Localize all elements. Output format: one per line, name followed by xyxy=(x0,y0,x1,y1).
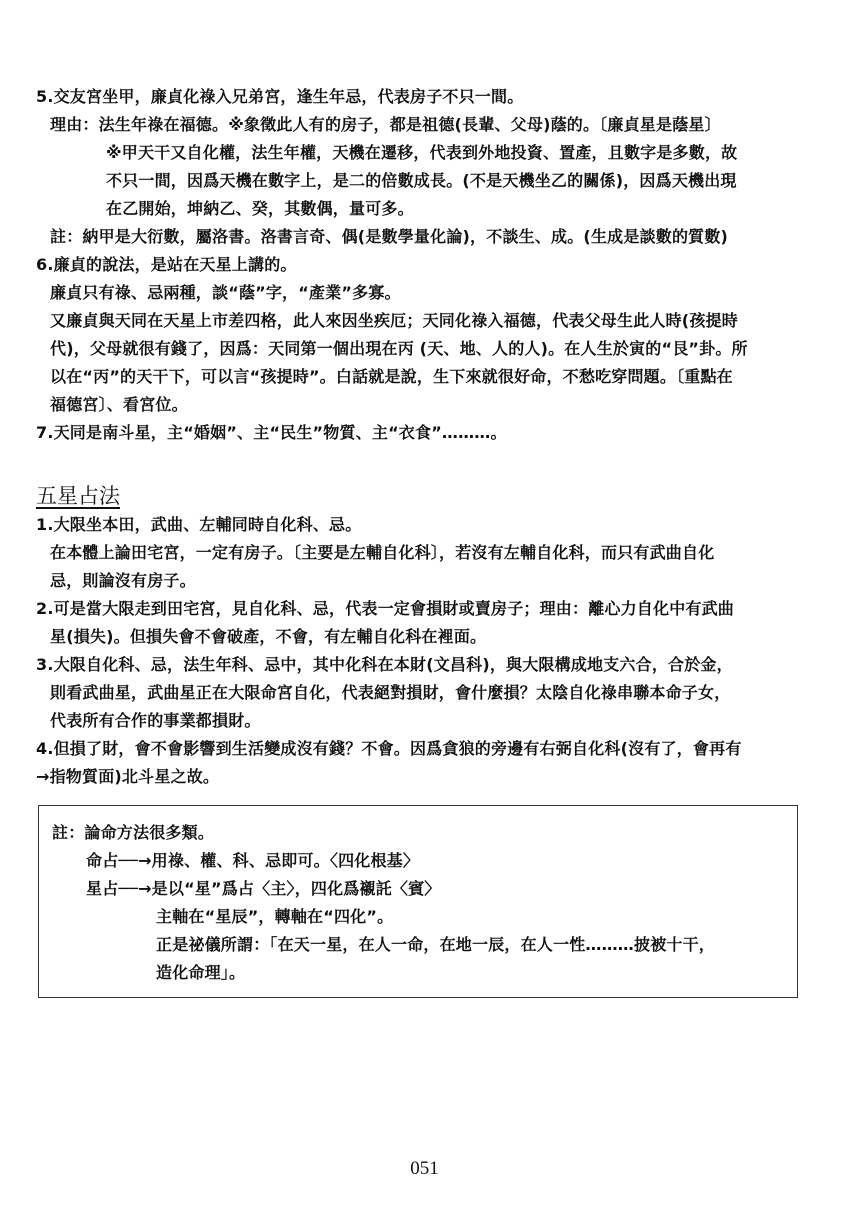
note-box-quote-1: 正是祕儀所謂：「在天一星，在人一命，在地一辰，在人一性………披被十干， xyxy=(156,935,716,954)
page-number: 051 xyxy=(410,1158,439,1179)
five-star-item-4-detail: →指物質面)北斗星之故。 xyxy=(36,767,220,786)
reason-continuation-2: 不只一間，因爲天機在數字上，是二的倍數成長。(不是天機坐乙的關係)，因爲天機出現 xyxy=(106,171,737,190)
note-najia-text: 註：納甲是大衍數，屬洛書。洛書言奇、偶(是數學量化論)，不談生、成。(生成是談數的質數) xyxy=(50,227,729,246)
item-6-detail-1: 廉貞只有祿、忌兩種，談“蔭”字，“產業”多寡。 xyxy=(50,283,401,302)
five-star-item-1-detail-2: 忌，則論沒有房子。 xyxy=(50,571,196,590)
reason-continuation-1: ※甲天干又自化權，法生年權，天機在遷移，代表到外地投資、置產，且數字是多數，故 xyxy=(106,143,738,162)
item-6-detail-4: 以在“丙”的天干下，可以言“孩提時”。白話就是說，生下來就很好命，不愁吃穿問題。〔重點在 xyxy=(50,367,733,386)
five-star-item-4: 4.但損了財，會不會影響到生活變成沒有錢？不會。因爲貪狼的旁邊有右弼自化科(沒有了，會再有 xyxy=(36,739,742,758)
five-star-item-2-detail: 星(損失)。但損失會不會破產，不會，有左輔自化科在裡面。 xyxy=(50,627,487,646)
five-star-item-3-detail-1: 則看武曲星，武曲星正在大限命宮自化，代表絕對損財，會什麼損？太陰自化祿串聯本命子女， xyxy=(50,683,731,702)
item-6-detail-2: 又廉貞與天同在天星上市差四格，此人來因坐疾厄；天同化祿入福德，代表父母生此人時(孩提時 xyxy=(50,311,738,330)
note-box-title: 註：論命方法很多類。 xyxy=(52,823,215,842)
item-7-text: 7.天同是南斗星，主“婚姻”、主“民生”物質、主“衣食”………。 xyxy=(36,423,507,442)
reason-text: 理由：法生年祿在福德。※象徵此人有的房子，都是祖德(長輩、父母)蔭的。〔廉貞星是蔭星〕 xyxy=(50,115,721,134)
item-6-detail-5: 福德宮〕、看宮位。 xyxy=(50,395,188,414)
five-star-item-3: 3.大限自化科、忌，法生年科、忌中，其中化科在本財(文昌科)，與大限構成地支六合，合於金， xyxy=(36,655,733,674)
item-6-text: 6.廉貞的說法，是站在天星上講的。 xyxy=(36,255,297,274)
note-box-xing-zhan: 星占──→是以“星”爲占〈主〉，四化爲襯託〈賓〉 xyxy=(86,879,441,898)
note-box-axis: 主軸在“星辰”，轉軸在“四化”。 xyxy=(156,907,394,926)
five-star-item-1-detail-1: 在本體上論田宅宮，一定有房子。〔主要是左輔自化科〕，若沒有左輔自化科，而只有武曲自化 xyxy=(50,543,715,562)
section-heading: 五星占法 xyxy=(36,484,120,508)
five-star-item-2: 2.可是當大限走到田宅宮，見自化科、忌，代表一定會損財或賣房子；理由：離心力自化中有武曲 xyxy=(36,599,735,618)
note-box-quote-2: 造化命理」。 xyxy=(156,963,246,982)
reason-continuation-3: 在乙開始，坤納乙、癸，其數偶，量可多。 xyxy=(106,199,414,218)
item-5-text: 5.交友宮坐甲，廉貞化祿入兄弟宮，逢生年忌，代表房子不只一間。 xyxy=(36,87,524,106)
five-star-item-1: 1.大限坐本田，武曲、左輔同時自化科、忌。 xyxy=(36,515,362,534)
item-6-detail-3: 代)，父母就很有錢了，因爲：天同第一個出現在丙 (天、地、人的人)。在人生於寅的“艮”卦。所 xyxy=(50,339,748,358)
note-box-ming-zhan: 命占──→用祿、權、科、忌即可。〈四化根基〉 xyxy=(86,851,420,870)
five-star-item-3-detail-2: 代表所有合作的事業都損財。 xyxy=(50,711,261,730)
